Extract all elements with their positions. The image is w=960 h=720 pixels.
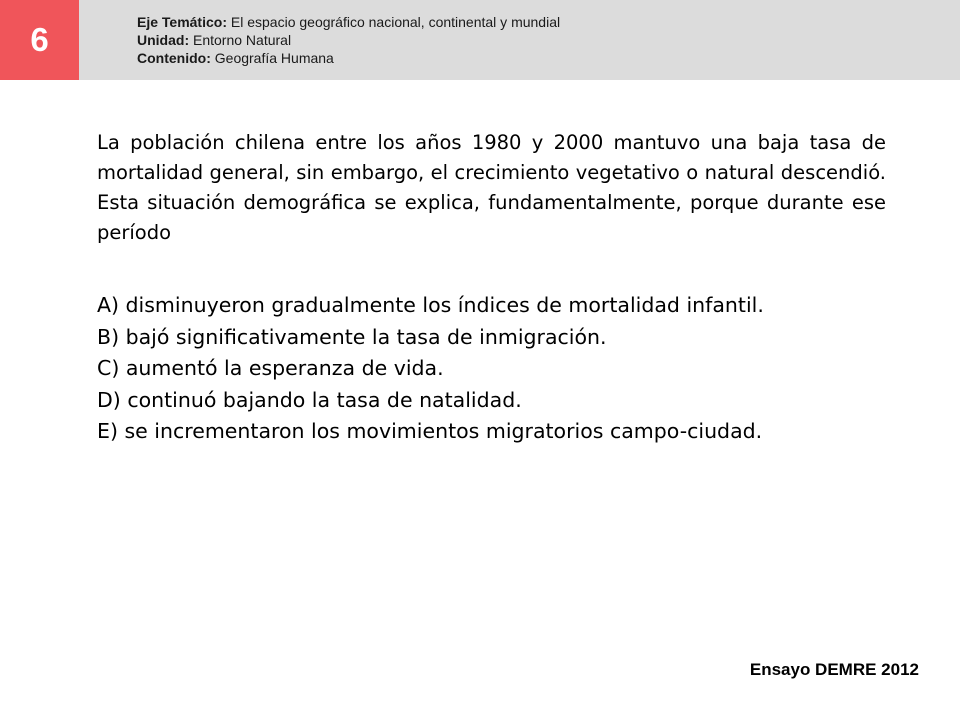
eje-tematico-row (137, 13, 560, 31)
topic-metadata (137, 13, 560, 67)
option-letter: C) (97, 356, 120, 380)
contenido-row (137, 49, 560, 67)
option-letter: E) (97, 419, 118, 443)
answer-options (97, 290, 897, 448)
option-text: continuó bajando la tasa de natalidad. (120, 387, 522, 412)
unidad-label: Unidad: (137, 32, 190, 48)
option-text: se incrementaron los movimientos migratorios campo-ciudad. (117, 419, 763, 443)
contenido-value: Geografía Humana (210, 50, 334, 66)
option-text: bajó significativamente la tasa de inmigración. (119, 324, 607, 349)
option-letter: A) (97, 293, 120, 317)
question-text: La población chilena entre los años 1980 y 2000 mantuvo una baja tasa de mortalidad general, sin embargo, el crecimiento vegetativo o natural descendió. Esta situación demográfica se explica, fundamentalmente, porque durante ese período (97, 131, 886, 244)
unidad-row (137, 31, 560, 49)
option-d (97, 385, 897, 417)
question-number-badge (0, 0, 79, 80)
question-number: 6 (30, 21, 49, 58)
option-text: disminuyeron gradualmente los índices de mortalidad infantil. (119, 293, 764, 317)
eje-tematico-label: Eje Temático: (137, 14, 227, 30)
unidad-value: Entorno Natural (189, 32, 292, 48)
option-letter: B) (97, 324, 120, 349)
option-e (97, 416, 897, 448)
option-a (97, 290, 897, 322)
option-c (97, 353, 897, 385)
source-label: Ensayo DEMRE 2012 (749, 660, 919, 679)
option-letter: D) (97, 387, 121, 412)
eje-tematico-value: El espacio geográfico nacional, continental y mundial (227, 14, 561, 30)
contenido-label: Contenido: (137, 50, 211, 66)
option-b (97, 322, 897, 354)
option-text: aumentó la esperanza de vida. (119, 356, 444, 380)
header-bar (0, 0, 960, 80)
